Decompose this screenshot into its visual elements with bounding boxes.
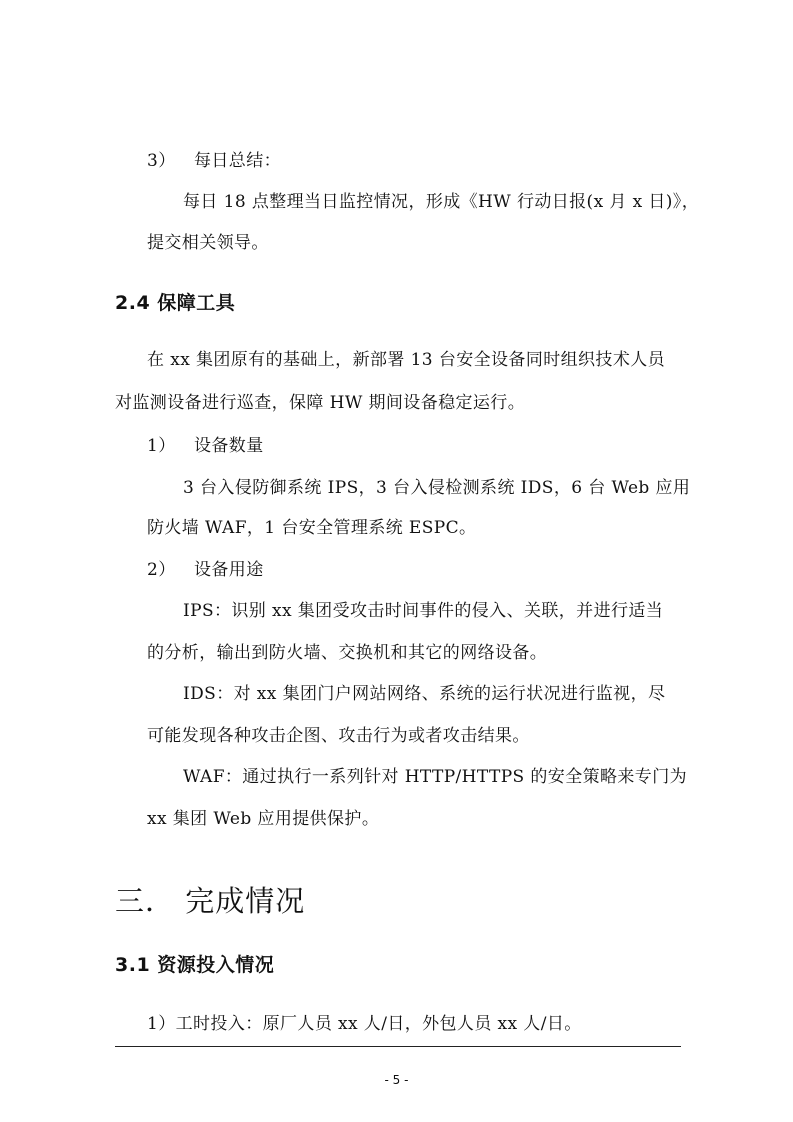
list-item-device-count [0, 436, 793, 456]
page-number: - 5 - [384, 1073, 409, 1087]
paragraph-line: xx 集团 Web 应用提供保护。 [147, 809, 380, 829]
paragraph-line: 3 台入侵防御系统 IPS，3 台入侵检测系统 IDS，6 台 Web 应用 [183, 478, 691, 498]
chapter-heading-3: 三． 完成情况 [115, 884, 306, 918]
list-item-number: 1） [147, 436, 176, 456]
paragraph-line: 提交相关领导。 [147, 233, 269, 253]
list-item-device-usage [0, 560, 793, 580]
paragraph-line: 对监测设备进行巡查，保障 HW 期间设备稳定运行。 [115, 393, 526, 413]
section-heading-3-1: 3.1 资源投入情况 [115, 954, 275, 976]
paragraph-line: 的分析，输出到防火墙、交换机和其它的网络设备。 [147, 643, 548, 663]
footer-divider [115, 1046, 681, 1047]
paragraph-line: IPS：识别 xx 集团受攻击时间事件的侵入、关联，并进行适当 [183, 601, 664, 621]
list-item-title: 每日总结： [194, 151, 281, 171]
paragraph-line: 每日 18 点整理当日监控情况，形成《HW 行动日报(x 月 x 日)》， [183, 192, 700, 212]
paragraph-line: 防火墙 WAF，1 台安全管理系统 ESPC。 [147, 518, 477, 538]
list-item-number: 2） [147, 560, 176, 580]
paragraph-line: IDS：对 xx 集团门户网站网络、系统的运行状况进行监视，尽 [183, 684, 666, 704]
list-item-daily-summary [0, 151, 793, 171]
paragraph-line: WAF：通过执行一系列针对 HTTP/HTTPS 的安全策略来专门为 [183, 767, 687, 787]
list-item-number: 3） [147, 151, 176, 171]
paragraph-line: 1）工时投入：原厂人员 xx 人/日，外包人员 xx 人/日。 [147, 1014, 582, 1034]
paragraph-line: 在 xx 集团原有的基础上，新部署 13 台安全设备同时组织技术人员 [147, 350, 666, 370]
list-item-title: 设备数量 [194, 436, 264, 456]
paragraph-line: 可能发现各种攻击企图、攻击行为或者攻击结果。 [147, 726, 530, 746]
section-heading-2-4: 2.4 保障工具 [115, 292, 236, 314]
list-item-title: 设备用途 [194, 560, 264, 580]
